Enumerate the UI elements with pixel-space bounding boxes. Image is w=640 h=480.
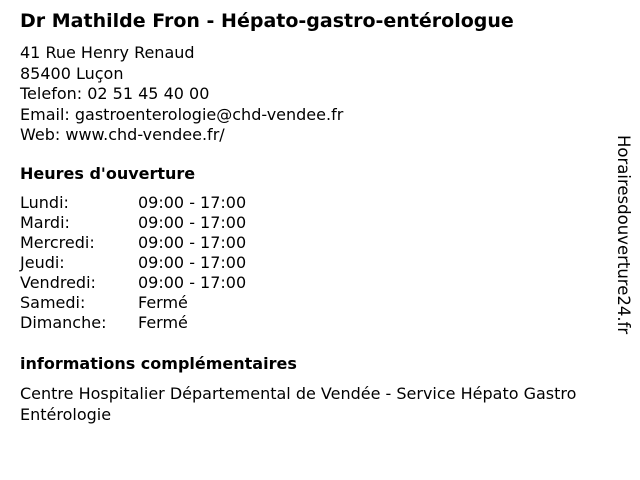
day-label: Samedi: bbox=[20, 293, 86, 312]
hours-value: 09:00 - 17:00 bbox=[138, 213, 247, 232]
day-label: Jeudi: bbox=[20, 253, 65, 272]
side-brand-watermark bbox=[612, 135, 634, 345]
additional-info-text: Centre Hospitalier Départemental de Vendée - Service Hépato Gastro Entérologie bbox=[20, 384, 577, 424]
hours-value: 09:00 - 17:00 bbox=[138, 253, 247, 272]
day-label: Vendredi: bbox=[20, 273, 96, 292]
web-line: Web: www.chd-vendee.fr/ bbox=[20, 125, 225, 144]
side-brand-text: Horairesdouverture24.fr bbox=[614, 135, 633, 335]
hours-row-monday bbox=[20, 193, 246, 213]
day-label: Mercredi: bbox=[20, 233, 95, 252]
hours-row-sunday bbox=[20, 313, 246, 333]
hours-row-tuesday bbox=[20, 213, 246, 233]
hours-value: Fermé bbox=[138, 313, 188, 332]
hours-value: Fermé bbox=[138, 293, 188, 312]
address-street: 41 Rue Henry Renaud bbox=[20, 43, 195, 62]
hours-row-wednesday bbox=[20, 233, 246, 253]
day-label: Mardi: bbox=[20, 213, 70, 232]
opening-hours-table bbox=[20, 193, 246, 333]
opening-hours-heading: Heures d'ouverture bbox=[20, 164, 196, 183]
address-city: 85400 Luçon bbox=[20, 63, 124, 83]
day-label: Dimanche: bbox=[20, 313, 107, 332]
hours-row-friday bbox=[20, 273, 246, 293]
page-title: Dr Mathilde Fron - Hépato-gastro-entérologue bbox=[20, 10, 514, 32]
hours-row-thursday bbox=[20, 253, 246, 273]
additional-info-heading: informations complémentaires bbox=[20, 354, 297, 373]
contact-block bbox=[20, 43, 343, 146]
email-line: Email: gastroenterologie@chd-vendee.fr bbox=[20, 104, 344, 124]
hours-value: 09:00 - 17:00 bbox=[138, 193, 247, 212]
phone-line: Telefon: 02 51 45 40 00 bbox=[20, 84, 210, 103]
hours-value: 09:00 - 17:00 bbox=[138, 233, 247, 252]
day-label: Lundi: bbox=[20, 193, 69, 212]
hours-row-saturday bbox=[20, 293, 246, 313]
hours-value: 09:00 - 17:00 bbox=[138, 273, 247, 292]
